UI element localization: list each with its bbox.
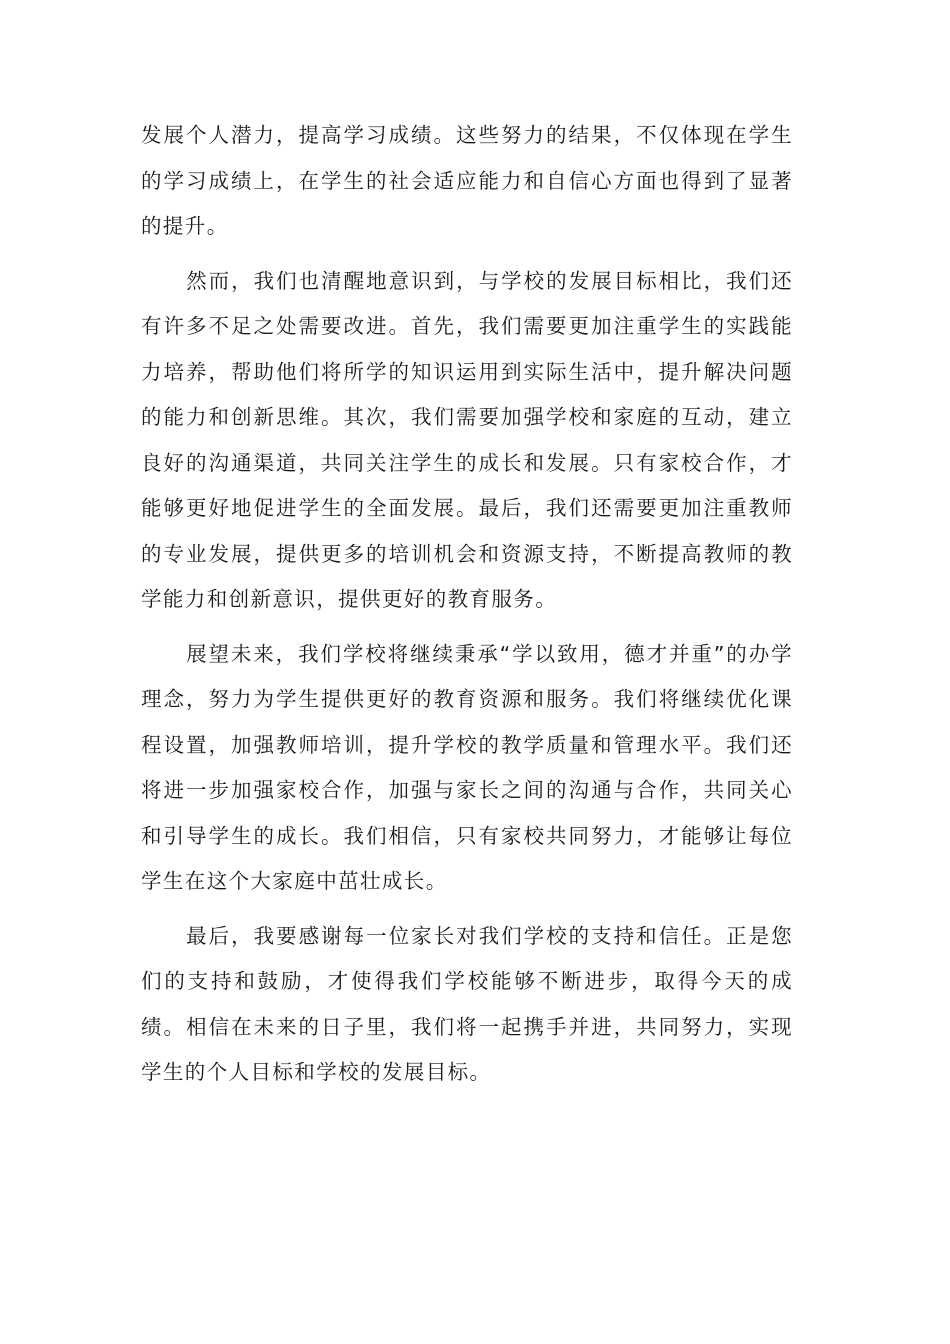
document-body [141,113,793,1105]
paragraph-4: 最后，我要感谢每一位家长对我们学校的支持和信任。正是您们的支持和鼓励，才使得我们学校能够不断进步，取得今天的成绩。相信在未来的日子里，我们将一起携手并进，共同努力，实现学生的个人目标和学校的发展目标。 [141,923,793,1084]
paragraph-1: 发展个人潜力，提高学习成绩。这些努力的结果，不仅体现在学生的学习成绩上，在学生的社会适应能力和自信心方面也得到了显著的提升。 [141,123,793,238]
paragraph-3: 展望未来，我们学校将继续秉承“学以致用，德才并重”的办学理念，努力为学生提供更好的教育资源和服务。我们将继续优化课程设置，加强教师培训，提升学校的教学质量和管理水平。我们还将进一步加强家校合作，加强与家长之间的沟通与合作，共同关心和引导学生的成长。我们相信，只有家校共同努力，才能够让每位学生在这个大家庭中茁壮成长。 [141,641,793,893]
paragraph-2: 然而，我们也清醒地意识到，与学校的发展目标相比，我们还有许多不足之处需要改进。首先，我们需要更加注重学生的实践能力培养，帮助他们将所学的知识运用到实际生活中，提升解决问题的能力和创新思维。其次，我们需要加强学校和家庭的互动，建立良好的沟通渠道，共同关注学生的成长和发展。只有家校合作，才能够更好地促进学生的全面发展。最后，我们还需要更加注重教师的专业发展，提供更多的培训机会和资源支持，不断提高教师的教学能力和创新意识，提供更好的教育服务。 [141,268,793,611]
